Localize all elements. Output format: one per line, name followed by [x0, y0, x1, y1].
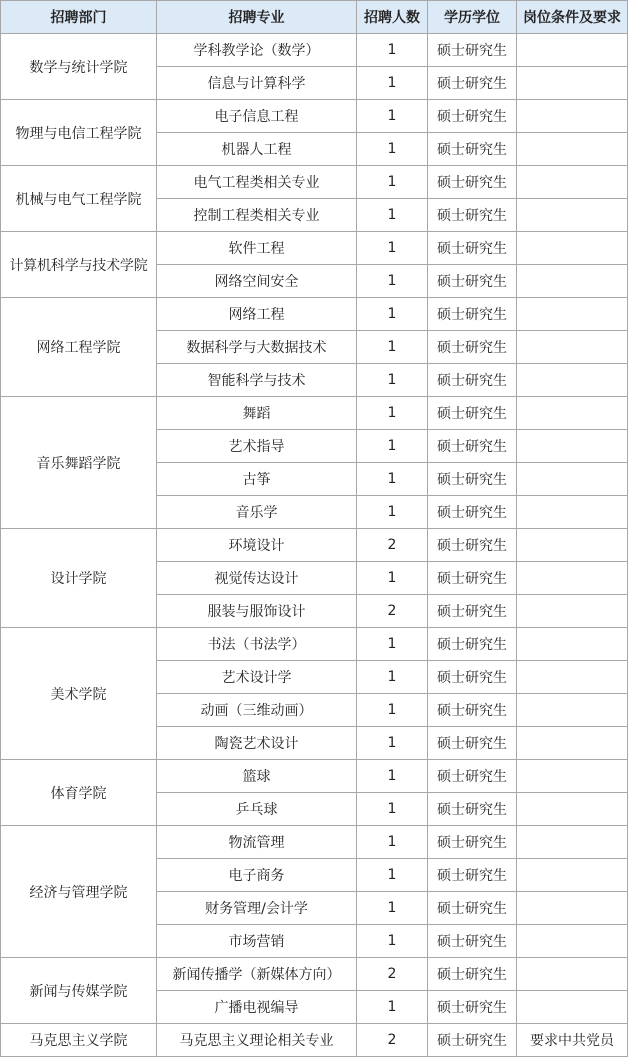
requirements-cell	[517, 100, 628, 133]
requirements-cell	[517, 364, 628, 397]
requirements-cell	[517, 199, 628, 232]
degree-cell: 硕士研究生	[428, 859, 517, 892]
count-cell: 1	[357, 760, 428, 793]
department-cell: 设计学院	[1, 529, 157, 628]
department-cell: 马克思主义学院	[1, 1024, 157, 1057]
degree-cell: 硕士研究生	[428, 1024, 517, 1057]
degree-cell: 硕士研究生	[428, 529, 517, 562]
count-cell: 1	[357, 991, 428, 1024]
department-cell: 音乐舞蹈学院	[1, 397, 157, 529]
major-cell: 广播电视编导	[157, 991, 357, 1024]
requirements-cell	[517, 562, 628, 595]
table-row	[1, 628, 628, 661]
header-department: 招聘部门	[1, 1, 157, 34]
department-cell: 经济与管理学院	[1, 826, 157, 958]
count-cell: 1	[357, 166, 428, 199]
requirements-cell	[517, 727, 628, 760]
count-cell: 1	[357, 397, 428, 430]
count-cell: 1	[357, 232, 428, 265]
department-cell: 新闻与传媒学院	[1, 958, 157, 1024]
table-row	[1, 298, 628, 331]
requirements-cell	[517, 133, 628, 166]
degree-cell: 硕士研究生	[428, 628, 517, 661]
requirements-cell	[517, 661, 628, 694]
major-cell: 网络工程	[157, 298, 357, 331]
table-body	[1, 34, 628, 1057]
degree-cell: 硕士研究生	[428, 727, 517, 760]
count-cell: 1	[357, 793, 428, 826]
major-cell: 信息与计算科学	[157, 67, 357, 100]
header-degree: 学历学位	[428, 1, 517, 34]
major-cell: 电气工程类相关专业	[157, 166, 357, 199]
count-cell: 1	[357, 133, 428, 166]
major-cell: 软件工程	[157, 232, 357, 265]
requirements-cell	[517, 397, 628, 430]
department-cell: 数学与统计学院	[1, 34, 157, 100]
degree-cell: 硕士研究生	[428, 892, 517, 925]
count-cell: 1	[357, 298, 428, 331]
major-cell: 智能科学与技术	[157, 364, 357, 397]
count-cell: 1	[357, 364, 428, 397]
table-row	[1, 1024, 628, 1057]
requirements-cell	[517, 628, 628, 661]
major-cell: 机器人工程	[157, 133, 357, 166]
requirements-cell	[517, 694, 628, 727]
requirements-cell	[517, 430, 628, 463]
requirements-cell	[517, 298, 628, 331]
header-major: 招聘专业	[157, 1, 357, 34]
degree-cell: 硕士研究生	[428, 958, 517, 991]
degree-cell: 硕士研究生	[428, 34, 517, 67]
requirements-cell	[517, 859, 628, 892]
requirements-cell	[517, 595, 628, 628]
degree-cell: 硕士研究生	[428, 793, 517, 826]
count-cell: 1	[357, 67, 428, 100]
major-cell: 控制工程类相关专业	[157, 199, 357, 232]
requirements-cell	[517, 67, 628, 100]
count-cell: 1	[357, 496, 428, 529]
count-cell: 2	[357, 595, 428, 628]
count-cell: 2	[357, 1024, 428, 1057]
requirements-cell	[517, 34, 628, 67]
major-cell: 舞蹈	[157, 397, 357, 430]
count-cell: 1	[357, 331, 428, 364]
requirements-cell	[517, 958, 628, 991]
count-cell: 2	[357, 958, 428, 991]
major-cell: 网络空间安全	[157, 265, 357, 298]
count-cell: 1	[357, 859, 428, 892]
count-cell: 1	[357, 661, 428, 694]
degree-cell: 硕士研究生	[428, 331, 517, 364]
major-cell: 马克思主义理论相关专业	[157, 1024, 357, 1057]
degree-cell: 硕士研究生	[428, 166, 517, 199]
count-cell: 1	[357, 892, 428, 925]
major-cell: 服装与服饰设计	[157, 595, 357, 628]
requirements-cell	[517, 925, 628, 958]
count-cell: 1	[357, 34, 428, 67]
table-row	[1, 529, 628, 562]
degree-cell: 硕士研究生	[428, 199, 517, 232]
count-cell: 1	[357, 463, 428, 496]
department-cell: 物理与电信工程学院	[1, 100, 157, 166]
degree-cell: 硕士研究生	[428, 760, 517, 793]
degree-cell: 硕士研究生	[428, 397, 517, 430]
degree-cell: 硕士研究生	[428, 430, 517, 463]
major-cell: 视觉传达设计	[157, 562, 357, 595]
requirements-cell	[517, 232, 628, 265]
degree-cell: 硕士研究生	[428, 496, 517, 529]
header-row	[1, 1, 628, 34]
degree-cell: 硕士研究生	[428, 133, 517, 166]
requirements-cell	[517, 496, 628, 529]
table-row	[1, 232, 628, 265]
requirements-cell	[517, 265, 628, 298]
degree-cell: 硕士研究生	[428, 232, 517, 265]
degree-cell: 硕士研究生	[428, 100, 517, 133]
major-cell: 艺术指导	[157, 430, 357, 463]
count-cell: 2	[357, 529, 428, 562]
degree-cell: 硕士研究生	[428, 463, 517, 496]
count-cell: 1	[357, 430, 428, 463]
major-cell: 市场营销	[157, 925, 357, 958]
department-cell: 计算机科学与技术学院	[1, 232, 157, 298]
table-row	[1, 166, 628, 199]
degree-cell: 硕士研究生	[428, 364, 517, 397]
count-cell: 1	[357, 694, 428, 727]
requirements-cell	[517, 991, 628, 1024]
department-cell: 机械与电气工程学院	[1, 166, 157, 232]
degree-cell: 硕士研究生	[428, 298, 517, 331]
major-cell: 艺术设计学	[157, 661, 357, 694]
table-row	[1, 760, 628, 793]
table-row	[1, 397, 628, 430]
requirements-cell: 要求中共党员	[517, 1024, 628, 1057]
count-cell: 1	[357, 826, 428, 859]
degree-cell: 硕士研究生	[428, 595, 517, 628]
major-cell: 陶瓷艺术设计	[157, 727, 357, 760]
degree-cell: 硕士研究生	[428, 694, 517, 727]
table-row	[1, 958, 628, 991]
requirements-cell	[517, 793, 628, 826]
major-cell: 学科教学论（数学）	[157, 34, 357, 67]
count-cell: 1	[357, 562, 428, 595]
department-cell: 美术学院	[1, 628, 157, 760]
count-cell: 1	[357, 100, 428, 133]
requirements-cell	[517, 826, 628, 859]
table-row	[1, 34, 628, 67]
major-cell: 新闻传播学（新媒体方向）	[157, 958, 357, 991]
count-cell: 1	[357, 628, 428, 661]
major-cell: 财务管理/会计学	[157, 892, 357, 925]
major-cell: 电子信息工程	[157, 100, 357, 133]
major-cell: 古筝	[157, 463, 357, 496]
count-cell: 1	[357, 199, 428, 232]
major-cell: 篮球	[157, 760, 357, 793]
count-cell: 1	[357, 727, 428, 760]
degree-cell: 硕士研究生	[428, 925, 517, 958]
degree-cell: 硕士研究生	[428, 67, 517, 100]
degree-cell: 硕士研究生	[428, 826, 517, 859]
requirements-cell	[517, 463, 628, 496]
requirements-cell	[517, 166, 628, 199]
major-cell: 音乐学	[157, 496, 357, 529]
major-cell: 书法（书法学）	[157, 628, 357, 661]
header-count: 招聘人数	[357, 1, 428, 34]
major-cell: 数据科学与大数据技术	[157, 331, 357, 364]
major-cell: 物流管理	[157, 826, 357, 859]
degree-cell: 硕士研究生	[428, 991, 517, 1024]
major-cell: 乒乓球	[157, 793, 357, 826]
degree-cell: 硕士研究生	[428, 661, 517, 694]
degree-cell: 硕士研究生	[428, 265, 517, 298]
requirements-cell	[517, 760, 628, 793]
degree-cell: 硕士研究生	[428, 562, 517, 595]
major-cell: 电子商务	[157, 859, 357, 892]
count-cell: 1	[357, 925, 428, 958]
count-cell: 1	[357, 265, 428, 298]
requirements-cell	[517, 529, 628, 562]
requirements-cell	[517, 331, 628, 364]
table-row	[1, 826, 628, 859]
department-cell: 网络工程学院	[1, 298, 157, 397]
table-row	[1, 100, 628, 133]
major-cell: 动画（三维动画）	[157, 694, 357, 727]
requirements-cell	[517, 892, 628, 925]
department-cell: 体育学院	[1, 760, 157, 826]
major-cell: 环境设计	[157, 529, 357, 562]
header-requirements: 岗位条件及要求	[517, 1, 628, 34]
